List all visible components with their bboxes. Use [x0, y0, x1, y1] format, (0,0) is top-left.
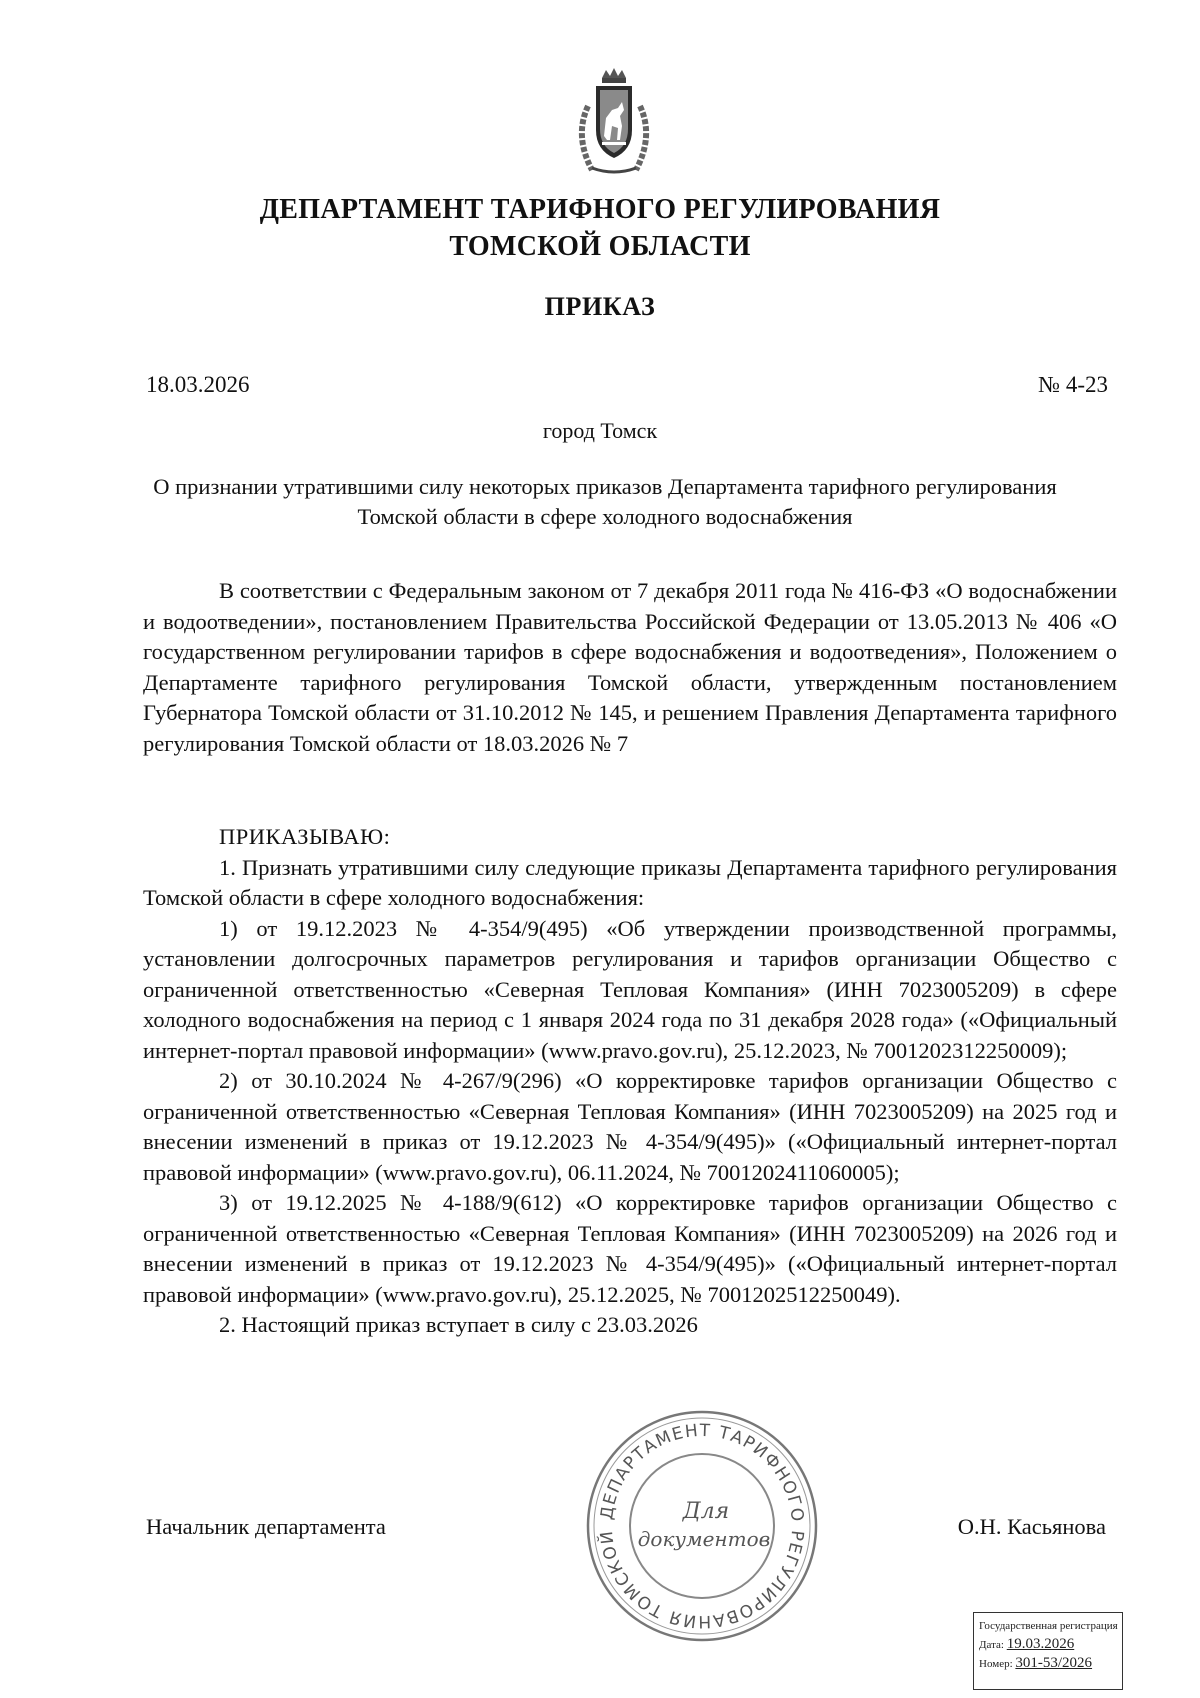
order-number: № 4-23: [1038, 372, 1108, 397]
order-city: город Томск: [542, 418, 658, 443]
signer-name: О.Н. Касьянова: [957, 1514, 1106, 1539]
department-name-line-2: ТОМСКОЙ ОБЛАСТИ: [449, 231, 751, 262]
registration-date-label: Дата:: [979, 1639, 1004, 1651]
registration-title: Государственная регистрация: [979, 1620, 1118, 1632]
order-subject: О признании утратившими силу некоторых приказов Департамента тарифного регулирования Томской области в сфере холодного водоснабжения: [153, 474, 1057, 529]
order-subitem-2: 2) от 30.10.2024 № 4-267/9(296) «О корректировке тарифов организации Общество с ограниченной ответственностью «Северная Тепловая Компания» (ИНН 7023005209) на 2025 год и внесении изменений в приказ от 19.12.2023 № 4-354/9(495)» («Официальный интернет-портал правовой информации» (www.pravo.gov.ru), 06.11.2024, № 7001202411060005);: [143, 1068, 1117, 1185]
order-item-2: 2. Настоящий приказ вступает в силу с 23.03.2026: [219, 1312, 698, 1337]
order-item-1: 1. Признать утратившими силу следующие приказы Департамента тарифного регулирования Томской области в сфере холодного водоснабжения:: [143, 854, 1117, 910]
order-subitem-1: 1) от 19.12.2023 № 4-354/9(495) «Об утверждении производственной программы, установлении долгосрочных параметров регулирования и тарифов организации Общество с ограниченной ответственностью «Северная Тепловая Компания» (ИНН 7023005209) в сфере холодного водоснабжения на период с 1 января 2024 года по 31 декабря 2028 года» («Официальный интернет-портал правовой информации» (www.pravo.gov.ru), 25.12.2023, № 7001202312250009);: [143, 915, 1117, 1063]
official-stamp: [584, 1408, 820, 1644]
order-word: ПРИКАЗЫВАЮ:: [219, 824, 391, 849]
coat-of-arms-icon: [566, 66, 662, 180]
stamp-ring-text: ДЕПАРТАМЕНТ ТАРИФНОГО РЕГУЛИРОВАНИЯ ТОМСКОЙ: [596, 1420, 808, 1632]
preamble: [143, 576, 1117, 759]
order-date: 18.03.2026: [146, 372, 250, 397]
document-type: ПРИКАЗ: [544, 292, 656, 321]
order-body: [143, 822, 1117, 1341]
order-subitem-3: 3) от 19.12.2025 № 4-188/9(612) «О корректировке тарифов организации Общество с ограниченной ответственностью «Северная Тепловая Компания» (ИНН 7023005209) на 2026 год и внесении изменений в приказ от 19.12.2023 № 4-354/9(495)» («Официальный интернет-портал правовой информации» (www.pravo.gov.ru), 25.12.2025, № 7001202512250049).: [143, 1190, 1117, 1307]
stamp-center-line-1: Для: [682, 1499, 730, 1524]
registration-number-label: Номер:: [979, 1658, 1013, 1670]
registration-date: 19.03.2026: [1006, 1636, 1075, 1652]
signer-position: Начальник департамента: [146, 1514, 386, 1539]
state-registration-box: [973, 1612, 1123, 1690]
registration-number: 301-53/2026: [1015, 1655, 1093, 1671]
preamble-text: В соответствии с Федеральным законом от 7 декабря 2011 года № 416-ФЗ «О водоснабжении и водоотведении», постановлением Правительства Российской Федерации от 13.05.2013 № 406 «О государственном регулировании тарифов в сфере водоснабжения и водоотведения», Положением о Департаменте тарифного регулирования Томской области, утвержденным постановлением Губернатора Томской области от 31.10.2012 № 145, и решением Правления Департамента тарифного регулирования Томской области от 18.03.2026 № 7: [143, 578, 1117, 756]
department-name-line-1: ДЕПАРТАМЕНТ ТАРИФНОГО РЕГУЛИРОВАНИЯ: [259, 194, 941, 225]
stamp-center-line-2: документов: [637, 1527, 771, 1551]
